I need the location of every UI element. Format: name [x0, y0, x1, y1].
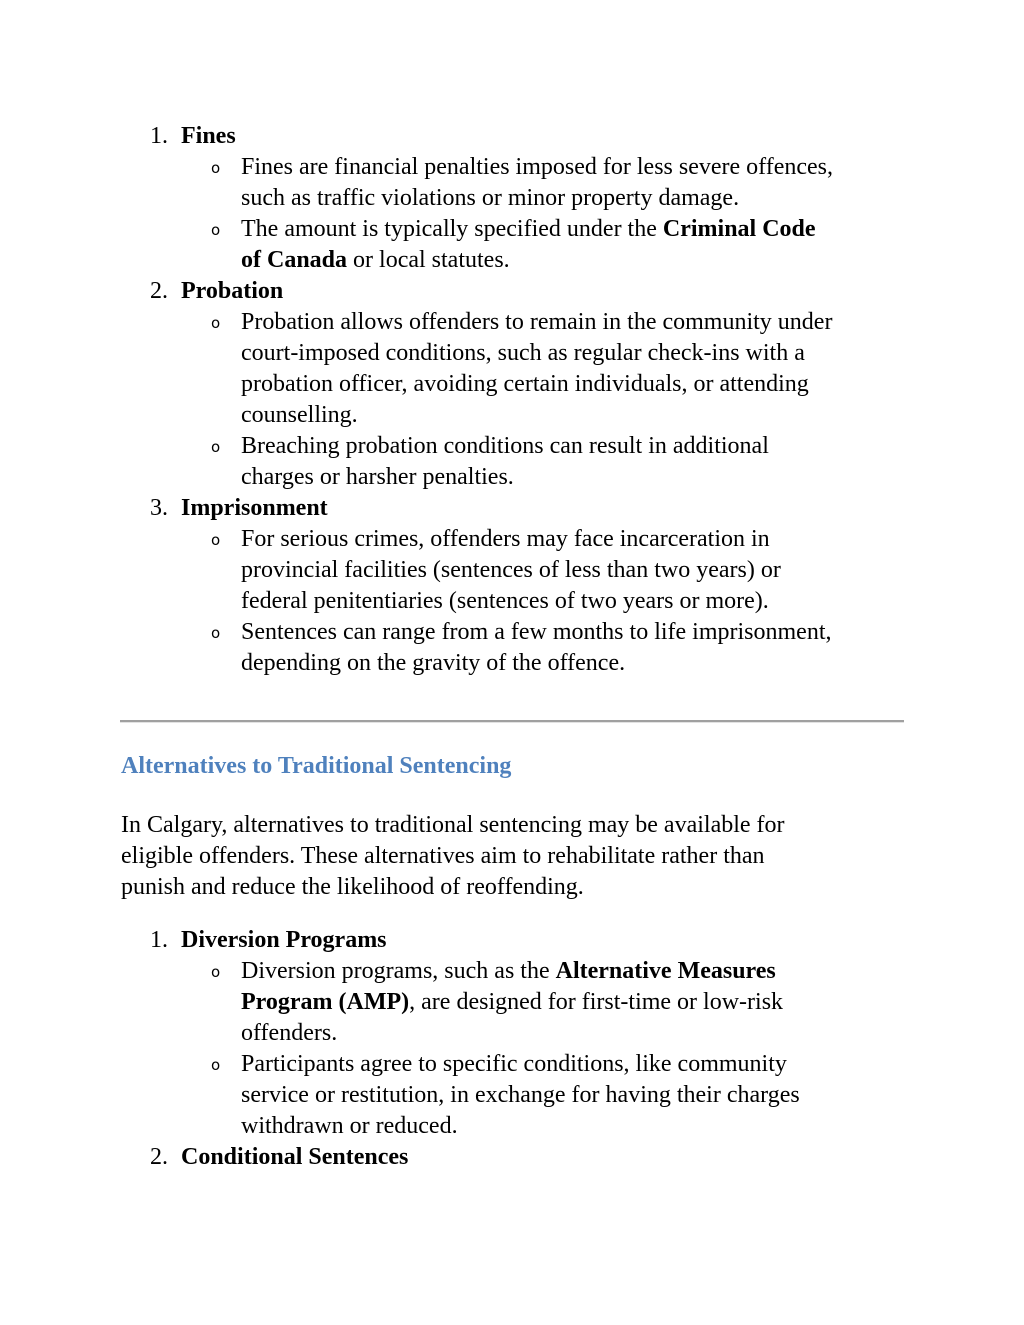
list-item-heading: [0, 276, 1024, 307]
list-item-heading: [0, 121, 1024, 152]
list-item-title: Conditional Sentences: [181, 1144, 409, 1170]
list-item-title: Fines: [181, 123, 236, 149]
sub-bullet-line: [0, 524, 1024, 555]
bullet-text-bold: Criminal Code: [662, 216, 816, 242]
list-number: 2.: [150, 1144, 168, 1170]
sub-bullet-line: [0, 431, 1024, 462]
list-number: 1.: [150, 927, 168, 953]
bullet-text: [241, 956, 776, 987]
list-number: 2.: [150, 278, 168, 304]
sub-bullet-line: [0, 1111, 1024, 1142]
sub-bullet-line: [0, 956, 1024, 987]
sub-bullet-line: [0, 400, 1024, 431]
sub-bullet-line: [0, 307, 1024, 338]
list-number: 1.: [150, 123, 168, 149]
bullet-text: Breaching probation conditions can result in additional: [241, 433, 769, 459]
list-number: 3.: [150, 495, 168, 521]
paragraph-line: eligible offenders. These alternatives aim to rehabilitate rather than: [121, 843, 765, 869]
bullet-text-plain: The amount is typically specified under the: [241, 216, 663, 242]
paragraph-line: In Calgary, alternatives to traditional sentencing may be available for: [121, 812, 785, 838]
horizontal-divider: [120, 720, 904, 723]
sub-bullet-line: [0, 617, 1024, 648]
sub-bullet-line: [0, 586, 1024, 617]
bullet-marker: o: [211, 159, 221, 177]
sub-bullet-line: [0, 369, 1024, 400]
bullet-text: such as traffic violations or minor property damage.: [241, 185, 740, 211]
sentencing-options-list: [0, 121, 1024, 679]
sub-bullet-line: [0, 338, 1024, 369]
bullet-marker: o: [211, 624, 221, 642]
list-item-heading: [0, 493, 1024, 524]
bullet-text: federal penitentiaries (sentences of two years or more).: [241, 588, 769, 614]
intro-paragraph: [121, 810, 921, 903]
list-item-title: Imprisonment: [181, 495, 328, 521]
bullet-marker: o: [211, 438, 221, 456]
bullet-text: probation officer, avoiding certain individuals, or attending: [241, 371, 809, 397]
bullet-text: court-imposed conditions, such as regular check-ins with a: [241, 340, 805, 366]
bullet-text: Fines are financial penalties imposed for less severe offences,: [241, 154, 834, 180]
bullet-text: [241, 987, 783, 1018]
bullet-marker: o: [211, 221, 221, 239]
bullet-text: offenders.: [241, 1020, 338, 1046]
bullet-text: For serious crimes, offenders may face incarceration in: [241, 526, 770, 552]
bullet-text: Probation allows offenders to remain in the community under: [241, 309, 833, 335]
sub-bullet-line: [0, 183, 1024, 214]
alternatives-list: [0, 925, 1024, 1173]
bullet-text-bold: Program (AMP): [241, 989, 410, 1015]
bullet-text: Participants agree to specific conditions, like community: [241, 1051, 787, 1077]
bullet-marker: o: [211, 531, 221, 549]
sub-bullet-line: [0, 987, 1024, 1018]
sub-bullet-line: [0, 1080, 1024, 1111]
bullet-text: service or restitution, in exchange for having their charges: [241, 1082, 800, 1108]
bullet-marker: o: [211, 963, 221, 981]
bullet-text: counselling.: [241, 402, 358, 428]
sub-bullet-line: [0, 152, 1024, 183]
bullet-text: [241, 245, 510, 276]
sub-bullet-line: [0, 648, 1024, 679]
list-item-title: Diversion Programs: [181, 927, 387, 953]
sub-bullet-line: [0, 1018, 1024, 1049]
list-item-title: Probation: [181, 278, 284, 304]
list-item-heading: [0, 1142, 1024, 1173]
bullet-text: depending on the gravity of the offence.: [241, 650, 626, 676]
bullet-text-plain: , are designed for first-time or low-risk: [409, 989, 784, 1015]
bullet-marker: o: [211, 1056, 221, 1074]
bullet-text: withdrawn or reduced.: [241, 1113, 458, 1139]
bullet-marker: o: [211, 314, 221, 332]
sub-bullet-line: [0, 214, 1024, 245]
sub-bullet-line: [0, 245, 1024, 276]
bullet-text: Sentences can range from a few months to life imprisonment,: [241, 619, 832, 645]
bullet-text: charges or harsher penalties.: [241, 464, 514, 490]
bullet-text: provincial facilities (sentences of less than two years) or: [241, 557, 781, 583]
sub-bullet-line: [0, 1049, 1024, 1080]
bullet-text-bold: Alternative Measures: [555, 958, 776, 984]
bullet-text: [241, 214, 816, 245]
sub-bullet-line: [0, 462, 1024, 493]
bullet-text-plain: or local statutes.: [347, 247, 510, 273]
bullet-text-bold: of Canada: [241, 247, 348, 273]
bullet-text-plain: Diversion programs, such as the: [241, 958, 556, 984]
list-item-heading: [0, 925, 1024, 956]
paragraph-line: punish and reduce the likelihood of reoffending.: [121, 874, 584, 900]
sub-bullet-line: [0, 555, 1024, 586]
section-heading: Alternatives to Traditional Sentencing: [121, 753, 512, 779]
